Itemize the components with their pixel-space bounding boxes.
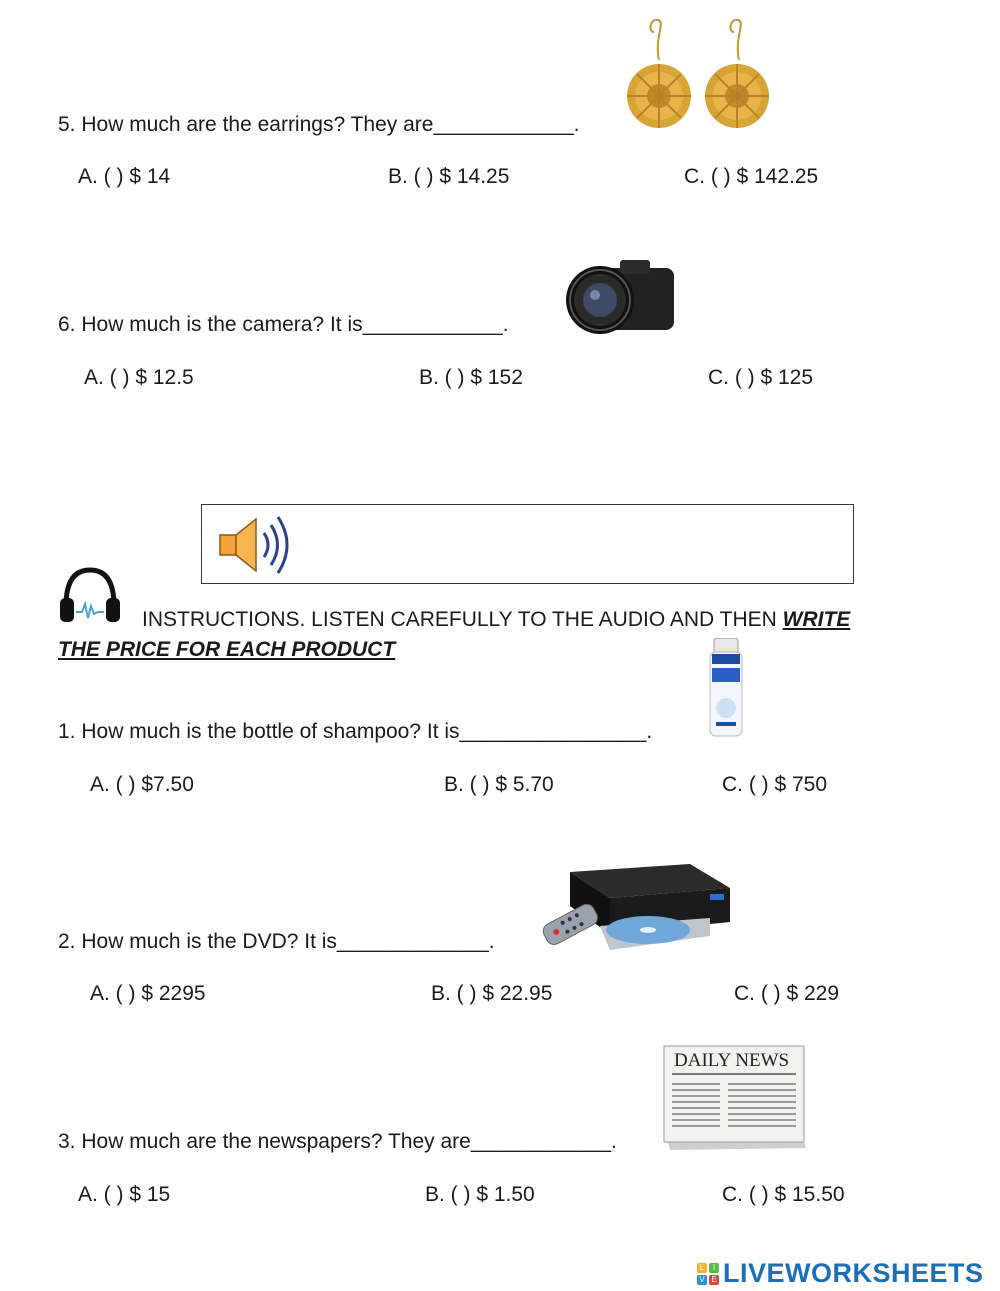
logo-letter-l: L bbox=[697, 1263, 707, 1273]
dvd-player-image bbox=[540, 858, 740, 962]
instructions-emph-write: WRITE bbox=[782, 608, 851, 631]
question-3-option-b[interactable]: B. ( ) $ 1.50 bbox=[425, 1183, 535, 1206]
question-1-option-b[interactable]: B. ( ) $ 5.70 bbox=[444, 773, 554, 796]
audio-player[interactable] bbox=[201, 504, 854, 584]
play-audio-button[interactable] bbox=[216, 513, 294, 577]
question-6-option-b[interactable]: B. ( ) $ 152 bbox=[419, 366, 523, 389]
shampoo-icon bbox=[706, 638, 746, 738]
question-1-text: 1. How much is the bottle of shampoo? It is________________. bbox=[58, 720, 653, 743]
instructions-plain: INSTRUCTIONS. LISTEN CAREFULLY TO THE AUDIO AND THEN bbox=[142, 608, 783, 631]
brand-footer bbox=[697, 1258, 984, 1289]
earrings-icon bbox=[626, 18, 774, 138]
logo-letter-e: E bbox=[709, 1275, 719, 1285]
instructions-text bbox=[58, 605, 938, 665]
camera-icon bbox=[562, 256, 677, 338]
brand-name: LIVEWORKSHEETS bbox=[723, 1258, 984, 1288]
question-2-text: 2. How much is the DVD? It is_____________. bbox=[58, 930, 495, 953]
question-5-text: 5. How much are the earrings? They are____________. bbox=[58, 113, 580, 136]
earrings-image bbox=[626, 18, 774, 138]
question-6-option-c[interactable]: C. ( ) $ 125 bbox=[708, 366, 814, 389]
question-3-text: 3. How much are the newspapers? They are____________. bbox=[58, 1130, 617, 1153]
question-5-option-b[interactable]: B. ( ) $ 14.25 bbox=[388, 165, 510, 188]
question-1-option-a[interactable]: A. ( ) $7.50 bbox=[90, 773, 194, 796]
logo-letter-i: I bbox=[709, 1263, 719, 1273]
question-2-option-c[interactable]: C. ( ) $ 229 bbox=[734, 982, 840, 1005]
newspaper-title: DAILY NEWS bbox=[674, 1050, 790, 1071]
question-5-option-a[interactable]: A. ( ) $ 14 bbox=[78, 165, 171, 188]
newspaper-image bbox=[660, 1044, 810, 1152]
question-2-option-a[interactable]: A. ( ) $ 2295 bbox=[90, 982, 206, 1005]
question-5-option-c[interactable]: C. ( ) $ 142.25 bbox=[684, 165, 819, 188]
dvd-player-icon bbox=[540, 858, 740, 962]
question-2-option-b[interactable]: B. ( ) $ 22.95 bbox=[431, 982, 553, 1005]
question-3-option-a[interactable]: A. ( ) $ 15 bbox=[78, 1183, 171, 1206]
question-1-option-c[interactable]: C. ( ) $ 750 bbox=[722, 773, 828, 796]
camera-image bbox=[562, 256, 677, 338]
liveworksheets-logo-icon bbox=[697, 1263, 719, 1285]
instructions-emph-price: THE PRICE FOR EACH PRODUCT bbox=[58, 638, 396, 661]
question-3-option-c[interactable]: C. ( ) $ 15.50 bbox=[722, 1183, 845, 1206]
speaker-icon bbox=[216, 513, 294, 577]
logo-letter-v: V bbox=[697, 1275, 707, 1285]
shampoo-image bbox=[706, 638, 746, 738]
question-6-text: 6. How much is the camera? It is____________. bbox=[58, 313, 509, 336]
question-6-option-a[interactable]: A. ( ) $ 12.5 bbox=[84, 366, 194, 389]
